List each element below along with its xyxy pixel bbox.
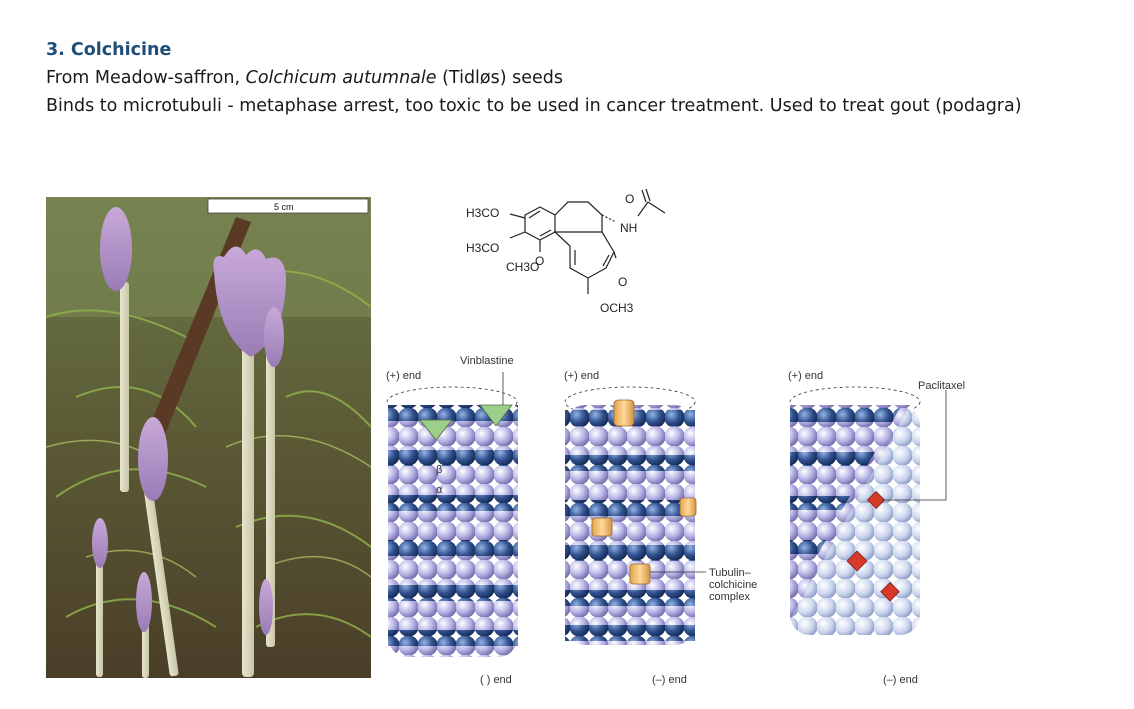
- h3co-top: H3CO: [466, 206, 500, 220]
- h3co-mid: H3CO: [466, 241, 500, 255]
- paclitaxel-label: Paclitaxel: [918, 380, 966, 392]
- slide-title: 3. Colchicine: [46, 40, 172, 60]
- source-suffix: (Tidløs) seeds: [436, 68, 564, 88]
- microtubule-colchicine: [565, 387, 706, 645]
- complex-label-line1: Tubulin–: [709, 567, 751, 579]
- complex-label-line3: complex: [709, 591, 750, 603]
- slide-text: [46, 36, 1046, 120]
- ring-o: O: [535, 254, 545, 268]
- minus-end-label-3: (–) end: [883, 674, 918, 686]
- colchicum-photo: [46, 197, 371, 678]
- plus-end-label-1: (+) end: [386, 370, 422, 382]
- och3-label: OCH3: [600, 301, 634, 315]
- source-line: [46, 64, 1046, 92]
- complex-label-line2: colchicine: [709, 579, 758, 591]
- plus-end-label-3: (+) end: [788, 370, 824, 382]
- colchicine-drug: [614, 400, 634, 426]
- vinblastine-label: Vinblastine: [460, 355, 514, 367]
- scale-label: 5 cm: [274, 202, 294, 212]
- minus-end-label-1: ( ) end: [480, 674, 512, 686]
- ketone-o: O: [618, 275, 628, 289]
- description: Binds to microtubuli - metaphase arrest, too toxic to be used in cancer treatment. Used to treat gout (podagra): [46, 96, 1022, 116]
- microtubule-paclitaxel: [790, 387, 946, 635]
- plus-end-label-2: (+) end: [564, 370, 600, 382]
- alpha-label: α: [436, 484, 443, 496]
- source-prefix: From Meadow-saffron,: [46, 68, 246, 88]
- microtubule-vinblastine: [387, 372, 518, 657]
- colchicine-structure: [510, 189, 665, 294]
- nh-label: NH: [620, 221, 638, 235]
- beta-label: β: [436, 464, 443, 476]
- latin-name: Colchicum autumnale: [245, 68, 437, 88]
- minus-end-label-2: (–) end: [652, 674, 687, 686]
- carbonyl-o: O: [625, 192, 635, 206]
- ch3o-label: CH3O: [506, 260, 540, 274]
- mechanism-figure: [380, 180, 966, 695]
